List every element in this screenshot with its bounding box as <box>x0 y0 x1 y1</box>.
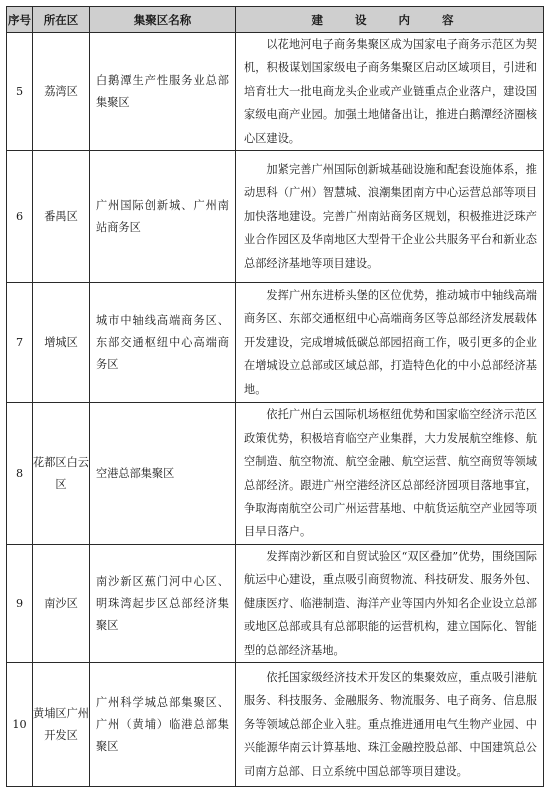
row-zone-name: 空港总部集聚区 <box>90 403 236 545</box>
table-row <box>7 663 544 787</box>
row-zone-name: 城市中轴线高端商务区、东部交通枢纽中心高端商务区 <box>90 283 236 403</box>
row-district: 番禺区 <box>33 151 90 283</box>
row-num: 8 <box>7 403 33 545</box>
row-district: 花都区白云区 <box>33 403 90 545</box>
header-num: 序号 <box>7 7 33 33</box>
table-header-row <box>7 7 544 33</box>
row-zone-name: 白鹅潭生产性服务业总部集聚区 <box>90 33 236 151</box>
row-zone-name: 南沙新区蕉门河中心区、明珠湾起步区总部经济集聚区 <box>90 545 236 663</box>
row-content: 发挥南沙新区和自贸试验区“双区叠加”优势，围绕国际航运中心建设，重点吸引商贸物流、科技研发、服务外包、健康医疗、临港制造、海洋产业等国内外知名企业设立总部或地区总部或具有总部职能的运营机构，建立国际化、智能型的总部经济基地。 <box>236 545 544 663</box>
row-content: 发挥广州东进桥头堡的区位优势，推动城市中轴线高端商务区、东部交通枢纽中心高端商务区等总部经济发展载体开发建设，完成增城低碳总部园招商工作，吸引更多的企业在增城设立总部或区域总部，打造特色化的中小总部经济基地。 <box>236 283 544 403</box>
row-zone-name: 广州科学城总部集聚区、广州（黄埔）临港总部集聚区 <box>90 663 236 787</box>
row-district: 荔湾区 <box>33 33 90 151</box>
row-zone-name: 广州国际创新城、广州南站商务区 <box>90 151 236 283</box>
row-content: 依托国家级经济技术开发区的集聚效应，重点吸引港航服务、科技服务、金融服务、物流服务、电子商务、信息服务等领域总部企业入驻。重点推进通用电气生物产业园、中兴能源华南云计算基地、珠江金融控股总部、中国建筑总公司南方总部、日立系统中国总部等项目建设。 <box>236 663 544 787</box>
header-content: 建 设 内 容 <box>236 7 544 33</box>
row-num: 5 <box>7 33 33 151</box>
table-row <box>7 283 544 403</box>
table-row <box>7 403 544 545</box>
row-content: 以花地河电子商务集聚区成为国家电子商务示范区为契机，积极谋划国家级电子商务集聚区启动区域项目，引进和培育壮大一批电商龙头企业或产业链重点企业落户，建设国家级电商产业园。加强土地储备出让，推进白鹅潭经济圈核心区建设。 <box>236 33 544 151</box>
table-row <box>7 151 544 283</box>
table-row <box>7 545 544 663</box>
row-district: 黄埔区广州开发区 <box>33 663 90 787</box>
table-row <box>7 33 544 151</box>
row-district: 南沙区 <box>33 545 90 663</box>
header-district: 所在区 <box>33 7 90 33</box>
row-num: 10 <box>7 663 33 787</box>
header-zone-name: 集聚区名称 <box>90 7 236 33</box>
row-district: 增城区 <box>33 283 90 403</box>
row-content: 加紧完善广州国际创新城基础设施和配套设施体系，推动思科（广州）智慧城、浪潮集团南方中心运营总部等项目加快落地建设。完善广州南站商务区规划，积极推进泛珠产业合作园区及华南地区大型骨干企业公共服务平台和新业态总部经济基地等项目建设。 <box>236 151 544 283</box>
row-num: 7 <box>7 283 33 403</box>
row-num: 9 <box>7 545 33 663</box>
row-content: 依托广州白云国际机场枢纽优势和国家临空经济示范区政策优势，积极培育临空产业集群，大力发展航空维修、航空制造、航空物流、航空金融、航空运营、航空商贸等领域总部经济。跟进广州空港经济区总部经济园项目落地事宜，争取海南航空公司广州运营基地、中航货运航空产业园等项目早日落户。 <box>236 403 544 545</box>
row-num: 6 <box>7 151 33 283</box>
construction-table <box>6 6 544 787</box>
